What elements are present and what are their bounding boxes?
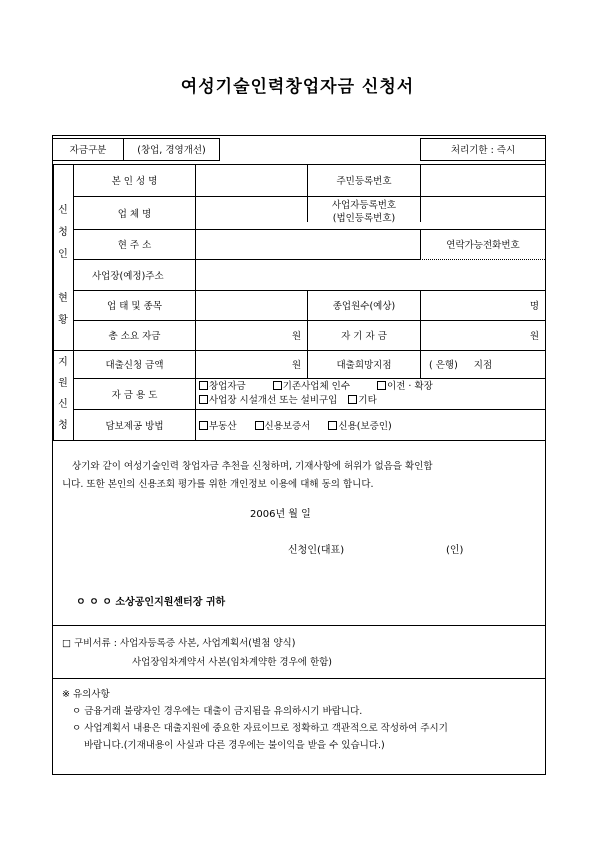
divider (219, 138, 220, 160)
required-docs: □ 구비서류 : 사업자등록증 사본, 사업계획서(별첨 양식) 사업장임차계약서 사본(임차계약한 경우에 한함) (62, 638, 333, 668)
usage-opt-expand[interactable]: 이전 · 확장 (377, 381, 433, 392)
brn-field[interactable] (421, 196, 545, 229)
usage-opt-facility[interactable]: 사업장 시설개선 또는 설비구입 (199, 395, 337, 406)
usage-opt-acquire[interactable]: 기존사업체 인수 (273, 381, 350, 392)
collateral-label: 담보제공 방법 (105, 420, 164, 432)
own-funds-unit: 원 (529, 331, 539, 342)
checkbox-icon (199, 395, 208, 404)
business-label: 업 태 및 종목 (107, 301, 162, 312)
phone-field[interactable] (421, 260, 545, 290)
applicant-section-label: 신 청 인 현 황 (58, 205, 68, 326)
usage-opt-other[interactable]: 기타 (348, 395, 376, 406)
support-section-label: 지 원 신 청 (58, 357, 68, 431)
page-title: 여성기술인력창업자금 신청서 (180, 77, 415, 97)
checkbox-icon (328, 421, 337, 430)
employees-unit: 명 (529, 301, 539, 312)
deadline-text: 처리기한 : 즉시 (450, 145, 516, 156)
checkbox-icon (199, 421, 208, 430)
statement-text: 상기와 같이 여성기술인력 창업자금 추천을 신청하며, 기재사항에 허위가 없음을 확인합 니다. 또한 본인의 신용조회 평가를 위한 개인정보 이용에 대해 동의 합니다. (62, 461, 433, 490)
divider (53, 138, 220, 139)
brn-label: 사업자등록번호 (법인등록번호) (331, 200, 397, 224)
business-field[interactable] (196, 290, 307, 320)
divider (545, 164, 546, 440)
loan-amount-unit: 원 (291, 360, 301, 371)
company-field[interactable] (196, 196, 307, 229)
address-label: 현 주 소 (117, 240, 152, 251)
usage-opt-startup[interactable]: 창업자금 (199, 381, 246, 392)
coll-opt-realestate[interactable]: 부동산 (199, 418, 237, 432)
divider (53, 160, 220, 161)
checkbox-icon (199, 381, 208, 390)
category-value[interactable]: (창업, 경영개선) (137, 145, 206, 156)
loan-amount-label: 대출신청 금액 (105, 360, 164, 371)
notes: ※ 유의사항 ㅇ 금융거래 불량자인 경우에는 대출이 금지됨을 유의하시기 바랍니다. ㅇ 사업계획서 내용은 대출지원에 중요한 자료이므로 정확하고 객관적으로 작성하여 주시기 바랍니다.(기재내용이 사실과 다른 경우에는 불이익을 받을 수 있습니다.) (62, 689, 448, 751)
seal-mark: (인) (446, 545, 464, 556)
divider (53, 625, 545, 626)
workplace-field[interactable] (196, 259, 420, 290)
divider (53, 678, 545, 679)
applicant-sign-label: 신청인(대표) (288, 545, 345, 556)
table-bottom (53, 440, 545, 441)
rrn-label: 주민등록번호 (336, 176, 392, 187)
checkbox-icon (377, 381, 386, 390)
own-funds-label: 자 기 자 금 (341, 331, 387, 342)
recipient-line: ㅇ ㅇ ㅇ 소상공인지원센터장 귀하 (76, 597, 226, 608)
coll-opt-credit[interactable]: 신용(보증인) (328, 418, 391, 432)
usage-options (199, 380, 433, 408)
checkbox-icon (348, 395, 357, 404)
divider (53, 164, 54, 440)
phone-label: 연락가능전화번호 (446, 240, 520, 251)
rrn-field[interactable] (421, 164, 545, 196)
collateral-options (199, 409, 544, 440)
usage-label: 자 금 용 도 (111, 389, 158, 401)
name-label: 본 인 성 명 (111, 176, 158, 187)
address-field[interactable] (196, 229, 420, 259)
checkbox-icon (255, 421, 264, 430)
name-field[interactable] (196, 164, 307, 196)
total-funds-unit: 원 (291, 331, 301, 342)
coll-opt-guarantee[interactable]: 신용보증서 (255, 418, 311, 432)
divider (420, 160, 545, 161)
branch-field[interactable]: ( 은행) 지점 (429, 360, 493, 371)
date-line: 2006년 월 일 (250, 509, 311, 520)
checkbox-icon (273, 381, 282, 390)
branch-label: 대출희망지점 (336, 360, 392, 371)
company-label: 업 체 명 (117, 208, 152, 220)
total-funds-label: 총 소요 자금 (108, 331, 161, 342)
workplace-label: 사업장(예정)주소 (92, 270, 164, 282)
category-label: 자금구분 (69, 145, 107, 156)
employees-label: 종업원수(예상) (332, 301, 396, 312)
